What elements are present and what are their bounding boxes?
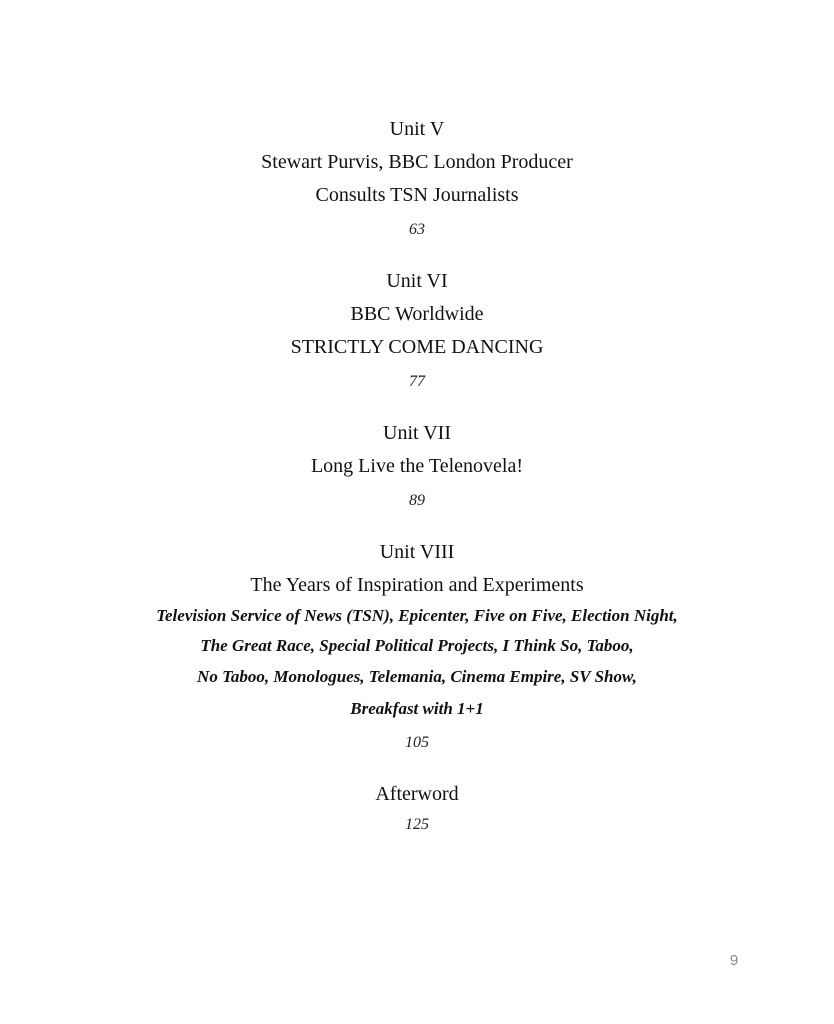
toc-unit-vii-page: 89 (409, 492, 425, 509)
toc-unit-vii-line-1: Long Live the Telenovela! (310, 455, 524, 477)
toc-afterword-title: Afterword (375, 783, 459, 805)
toc-unit-vi-title: Unit VI (386, 270, 448, 292)
toc-unit-vi-page: 77 (409, 373, 425, 390)
toc-unit-vi-line-2: STRICTLY COME DANCING (290, 336, 544, 358)
toc-unit-viii-line-1: The Years of Inspiration and Experiments (250, 574, 584, 596)
toc-unit-viii-page: 105 (405, 734, 429, 751)
toc-unit-viii-subline-1: Television Service of News (TSN), Epicenter, Five on Five, Election Night, (156, 606, 678, 625)
toc-unit-viii-subline-3: No Taboo, Monologues, Telemania, Cinema Empire, SV Show, (197, 667, 637, 686)
toc-unit-vi-line-1: BBC Worldwide (350, 303, 484, 325)
toc-unit-viii-title: Unit VIII (379, 541, 455, 563)
page-number: 9 (729, 952, 739, 969)
toc-unit-v-line-2: Consults TSN Journalists (315, 184, 519, 206)
toc-unit-viii-subline-2: The Great Race, Special Political Projects, I Think So, Taboo, (200, 636, 634, 655)
toc-afterword-page: 125 (405, 816, 429, 833)
toc-unit-v-title: Unit V (389, 118, 445, 140)
toc-unit-v-page: 63 (409, 221, 425, 238)
toc-unit-viii-subline-4: Breakfast with 1+1 (350, 699, 484, 718)
toc-unit-vii-title: Unit VII (383, 422, 451, 444)
toc-unit-v-line-1: Stewart Purvis, BBC London Producer (261, 151, 573, 173)
